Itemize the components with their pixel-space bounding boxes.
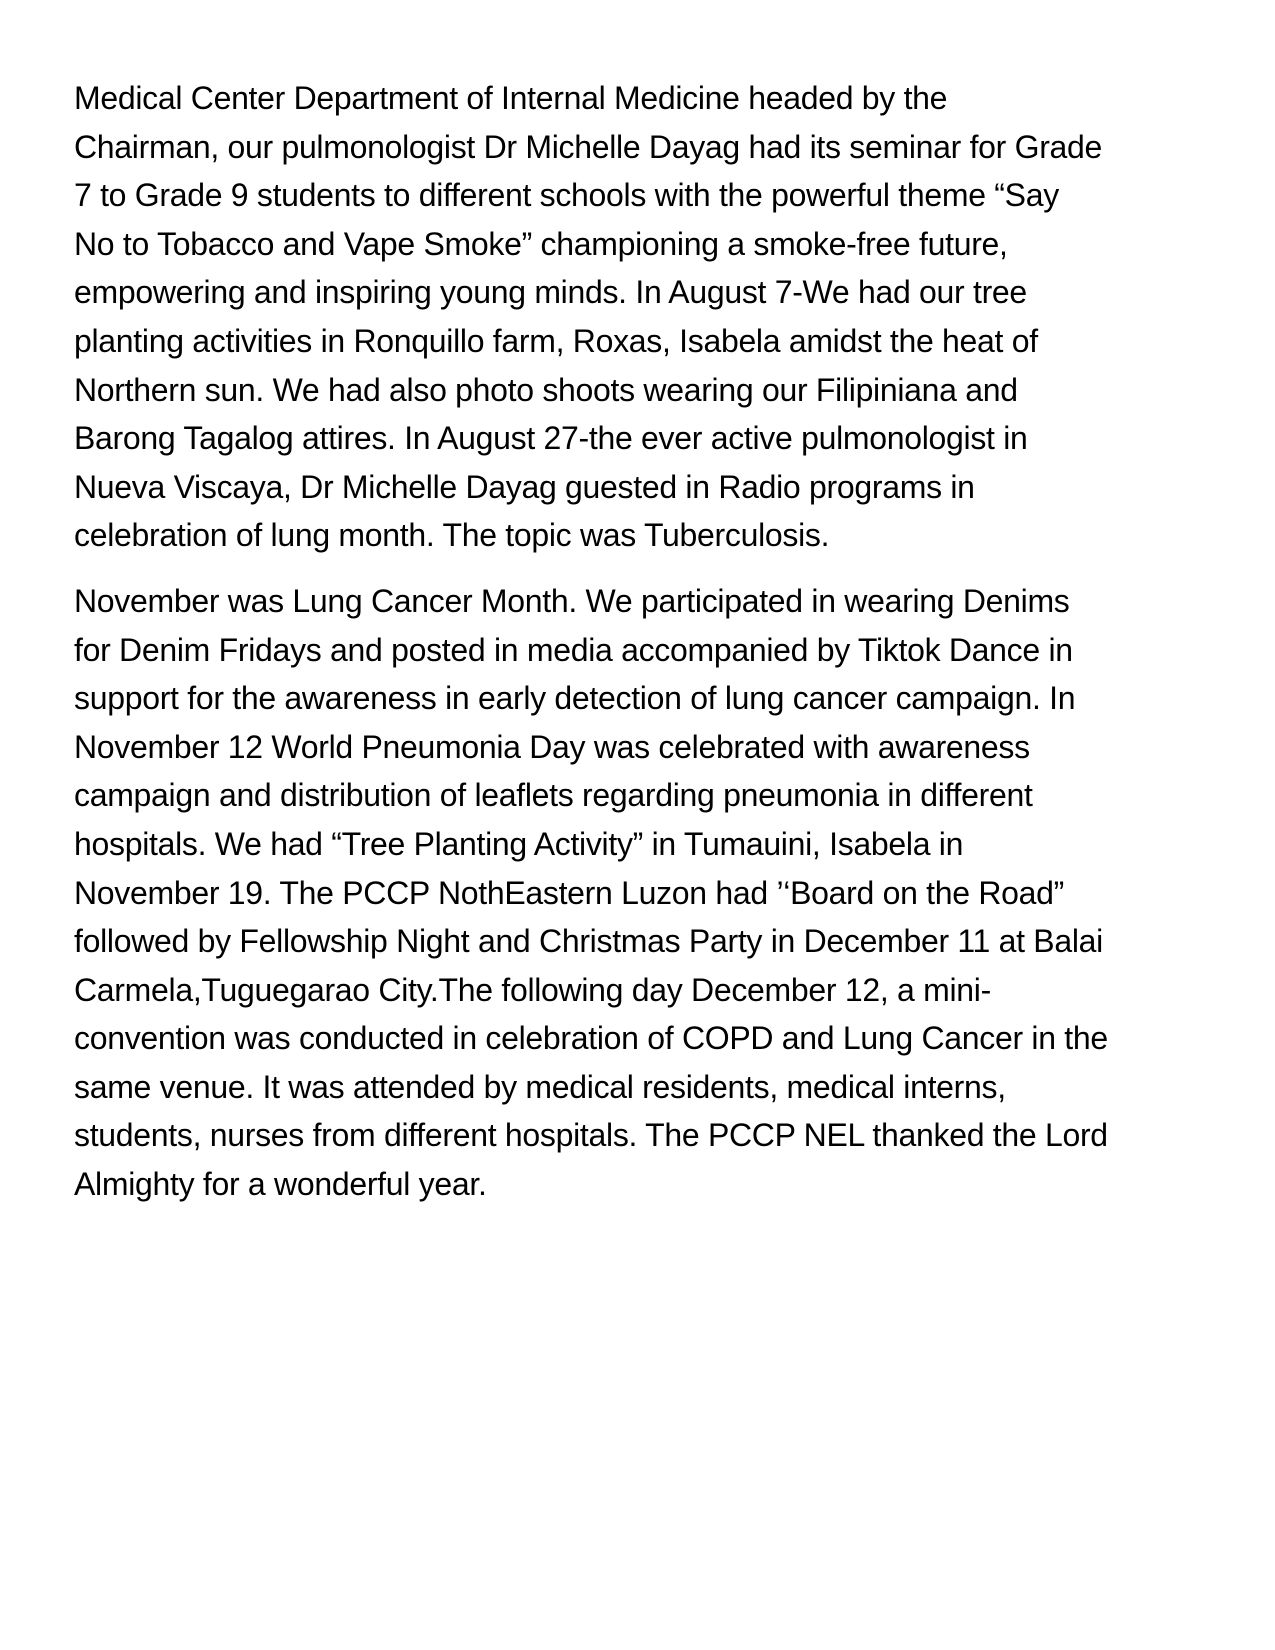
text-line: No to Tobacco and Vape Smoke” championing a smoke-free future, [74,225,1008,262]
text-line: planting activities in Ronquillo farm, Roxas, Isabela amidst the heat of [74,322,1038,359]
paragraph-1 [74,74,1204,560]
text-line: followed by Fellowship Night and Christmas Party in December 11 at Balai [74,923,1103,960]
text-line: Nueva Viscaya, Dr Michelle Dayag guested in Radio programs in [74,468,975,505]
text-line: November was Lung Cancer Month. We participated in wearing Denims [74,582,1070,619]
text-line: students, nurses from different hospitals. The PCCP NEL thanked the Lord [74,1117,1108,1154]
text-line: campaign and distribution of leaflets regarding pneumonia in different [74,777,1033,814]
text-line: Carmela,Tuguegarao City.The following day December 12, a mini- [74,971,991,1008]
text-line: hospitals. We had “Tree Planting Activity” in Tumauini, Isabela in [74,825,964,862]
document-body [74,74,1204,1209]
paragraph-2 [74,577,1204,1209]
text-line: convention was conducted in celebration of COPD and Lung Cancer in the [74,1020,1108,1057]
text-line: Barong Tagalog attires. In August 27-the ever active pulmonologist in [74,420,1028,457]
text-line: Northern sun. We had also photo shoots wearing our Filipiniana and [74,371,1018,408]
text-line: for Denim Fridays and posted in media accompanied by Tiktok Dance in [74,631,1073,668]
text-line: 7 to Grade 9 students to different schools with the powerful theme “Say [74,177,1059,214]
text-line: celebration of lung month. The topic was Tuberculosis. [74,517,830,554]
text-line: Medical Center Department of Internal Medicine headed by the [74,80,948,116]
text-line: empowering and inspiring young minds. In August 7-We had our tree [74,274,1027,311]
text-line: Almighty for a wonderful year. [74,1166,487,1203]
text-line: Chairman, our pulmonologist Dr Michelle Dayag had its seminar for Grade [74,128,1103,165]
text-line: support for the awareness in early detection of lung cancer campaign. In [74,680,1076,717]
text-line: same venue. It was attended by medical residents, medical interns, [74,1068,1006,1105]
text-line: November 19. The PCCP NothEastern Luzon had ’‘Board on the Road” [74,874,1064,911]
text-line: November 12 World Pneumonia Day was celebrated with awareness [74,728,1030,765]
